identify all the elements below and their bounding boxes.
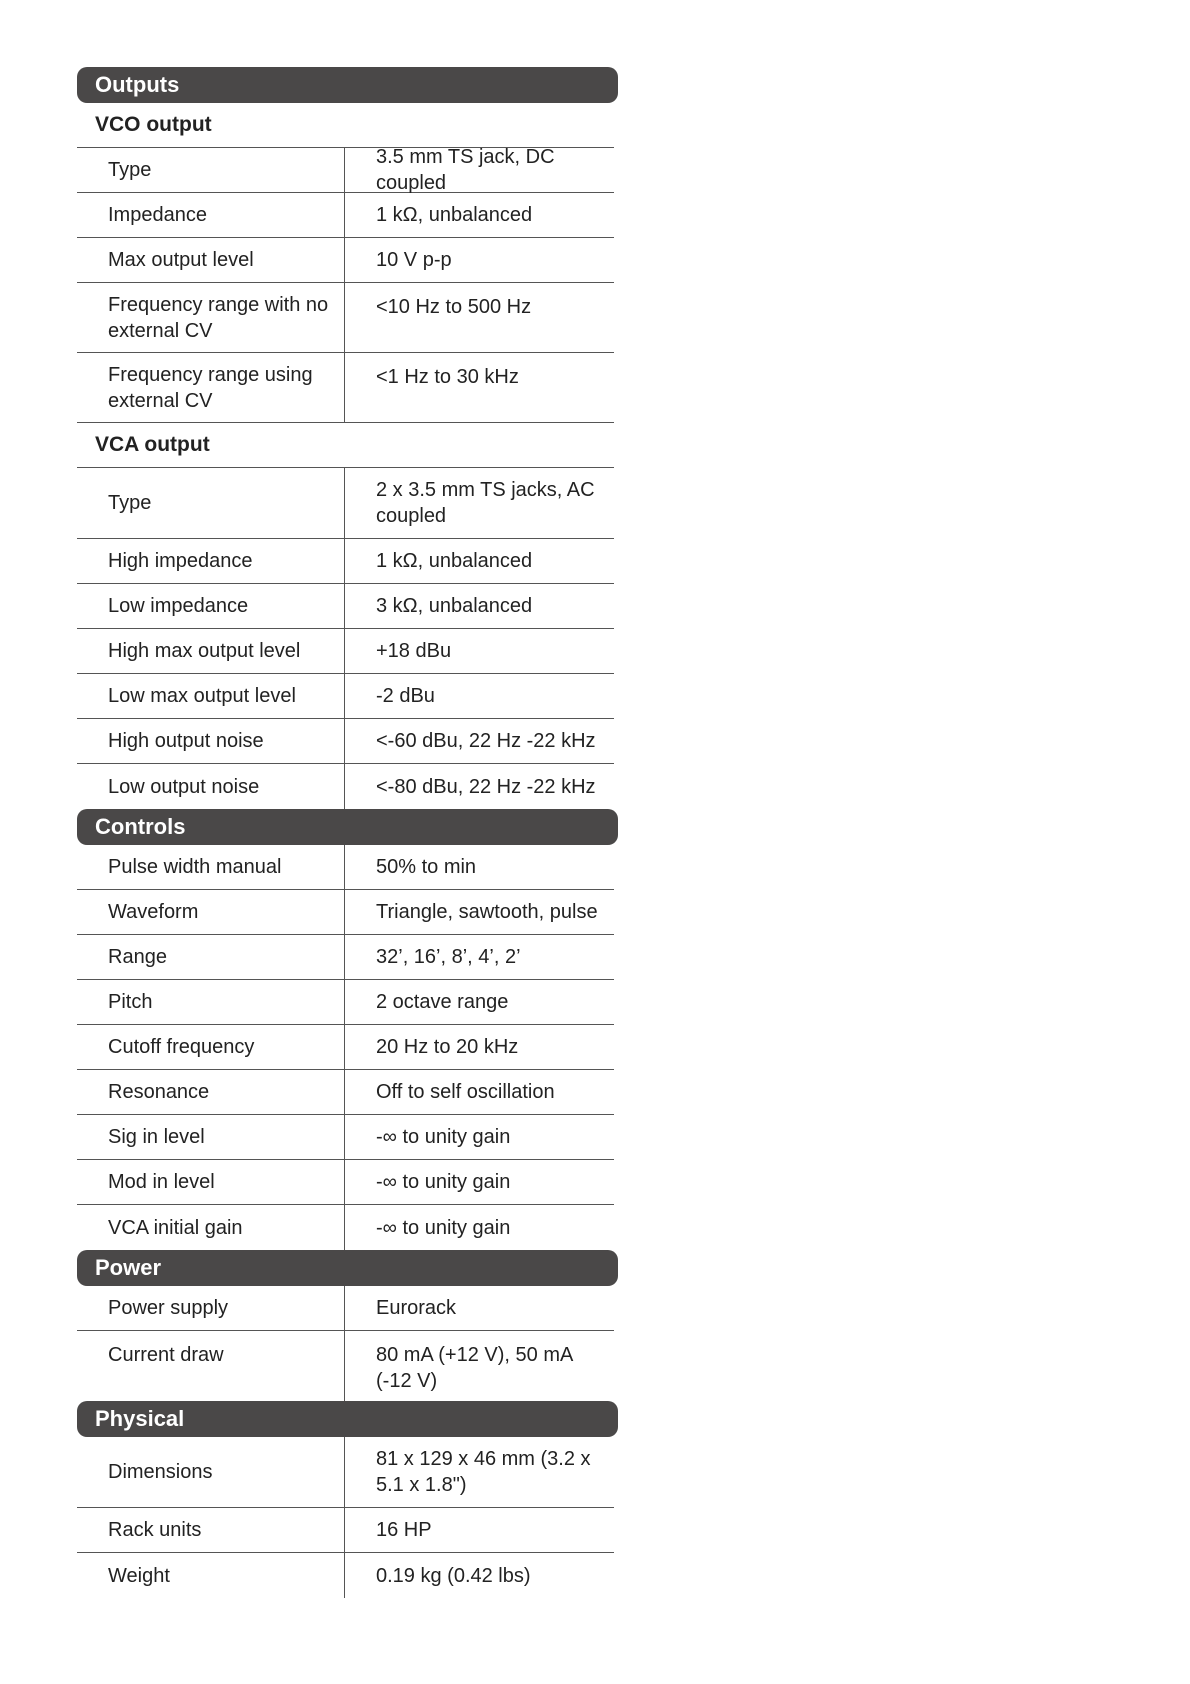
spec-value: 3.5 mm TS jack, DC coupled xyxy=(376,146,555,194)
spec-label: Pulse width manual xyxy=(77,845,345,889)
spec-row xyxy=(77,1553,614,1598)
spec-label: Sig in level xyxy=(77,1115,345,1159)
spec-value: 10 V p-p xyxy=(376,249,452,271)
spec-label: Range xyxy=(77,935,345,979)
section-header-controls: Controls xyxy=(77,809,618,845)
spec-row xyxy=(77,674,614,719)
spec-row xyxy=(77,719,614,764)
spec-row xyxy=(77,468,614,539)
spec-row xyxy=(77,1205,614,1250)
spec-row xyxy=(77,539,614,584)
spec-value: <10 Hz to 500 Hz xyxy=(376,296,532,318)
sub-header-vco-output: VCO output xyxy=(77,103,614,148)
spec-label: Current draw xyxy=(77,1331,345,1401)
spec-label: High max output level xyxy=(77,629,345,673)
spec-value: -2 dBu xyxy=(376,685,435,707)
spec-value: Triangle, sawtooth, pulse xyxy=(376,901,598,923)
spec-row xyxy=(77,1437,614,1508)
spec-value: Off to self oscillation xyxy=(376,1081,555,1103)
spec-value: 32’, 16’, 8’, 4’, 2’ xyxy=(376,946,521,968)
spec-value: 3 kΩ, unbalanced xyxy=(376,595,533,617)
spec-row xyxy=(77,193,614,238)
spec-row xyxy=(77,764,614,809)
spec-value: 1 kΩ, unbalanced xyxy=(376,204,533,226)
spec-value: +18 dBu xyxy=(376,640,452,662)
spec-value: 2 octave range xyxy=(376,991,509,1013)
spec-table xyxy=(77,67,617,1598)
spec-row xyxy=(77,148,614,193)
spec-row xyxy=(77,1286,614,1331)
spec-row xyxy=(77,980,614,1025)
spec-label: Resonance xyxy=(77,1070,345,1114)
spec-label: Low impedance xyxy=(77,584,345,628)
spec-label: Frequency range with no external CV xyxy=(77,283,345,352)
sub-header-vca-output: VCA output xyxy=(77,423,614,468)
spec-label: Impedance xyxy=(77,193,345,237)
spec-label: Cutoff frequency xyxy=(77,1025,345,1069)
spec-label: High output noise xyxy=(77,719,345,763)
spec-value: 1 kΩ, unbalanced xyxy=(376,550,533,572)
spec-value: 81 x 129 x 46 mm (3.2 x 5.1 x 1.8") xyxy=(376,1448,591,1496)
spec-row xyxy=(77,1160,614,1205)
spec-value: 0.19 kg (0.42 lbs) xyxy=(376,1564,531,1587)
spec-value: 80 mA (+12 V), 50 mA (-12 V) xyxy=(376,1344,573,1392)
spec-row xyxy=(77,238,614,283)
spec-row xyxy=(77,629,614,674)
spec-row xyxy=(77,1331,614,1401)
spec-row xyxy=(77,283,614,353)
spec-value: <-60 dBu, 22 Hz -22 kHz xyxy=(376,730,596,752)
spec-label: VCA initial gain xyxy=(77,1205,345,1250)
spec-row xyxy=(77,845,614,890)
spec-label: Rack units xyxy=(77,1508,345,1552)
spec-value: -∞ to unity gain xyxy=(376,1171,511,1193)
spec-value: 2 x 3.5 mm TS jacks, AC coupled xyxy=(376,479,595,527)
spec-label: High impedance xyxy=(77,539,345,583)
spec-value: 20 Hz to 20 kHz xyxy=(376,1036,519,1058)
spec-row xyxy=(77,1025,614,1070)
spec-label: Waveform xyxy=(77,890,345,934)
spec-row xyxy=(77,1070,614,1115)
spec-value: 16 HP xyxy=(376,1519,432,1541)
spec-row xyxy=(77,890,614,935)
spec-label: Power supply xyxy=(77,1286,345,1330)
spec-row xyxy=(77,1115,614,1160)
spec-row xyxy=(77,353,614,423)
spec-row xyxy=(77,935,614,980)
section-header-physical: Physical xyxy=(77,1401,618,1437)
spec-value: -∞ to unity gain xyxy=(376,1126,511,1148)
spec-label: Mod in level xyxy=(77,1160,345,1204)
spec-row xyxy=(77,584,614,629)
spec-value: <-80 dBu, 22 Hz -22 kHz xyxy=(376,775,596,798)
spec-label: Pitch xyxy=(77,980,345,1024)
spec-value: 50% to min xyxy=(376,856,477,878)
spec-label: Type xyxy=(77,148,345,192)
spec-label: Low max output level xyxy=(77,674,345,718)
spec-label: Frequency range using external CV xyxy=(77,353,345,422)
spec-row xyxy=(77,1508,614,1553)
spec-label: Weight xyxy=(77,1553,345,1598)
spec-label: Low output noise xyxy=(77,764,345,809)
section-header-power: Power xyxy=(77,1250,618,1286)
spec-value: -∞ to unity gain xyxy=(376,1216,511,1239)
spec-value: Eurorack xyxy=(376,1297,457,1319)
spec-label: Dimensions xyxy=(77,1437,345,1507)
spec-label: Type xyxy=(77,468,345,538)
spec-label: Max output level xyxy=(77,238,345,282)
spec-value: <1 Hz to 30 kHz xyxy=(376,366,519,388)
section-header-outputs: Outputs xyxy=(77,67,618,103)
